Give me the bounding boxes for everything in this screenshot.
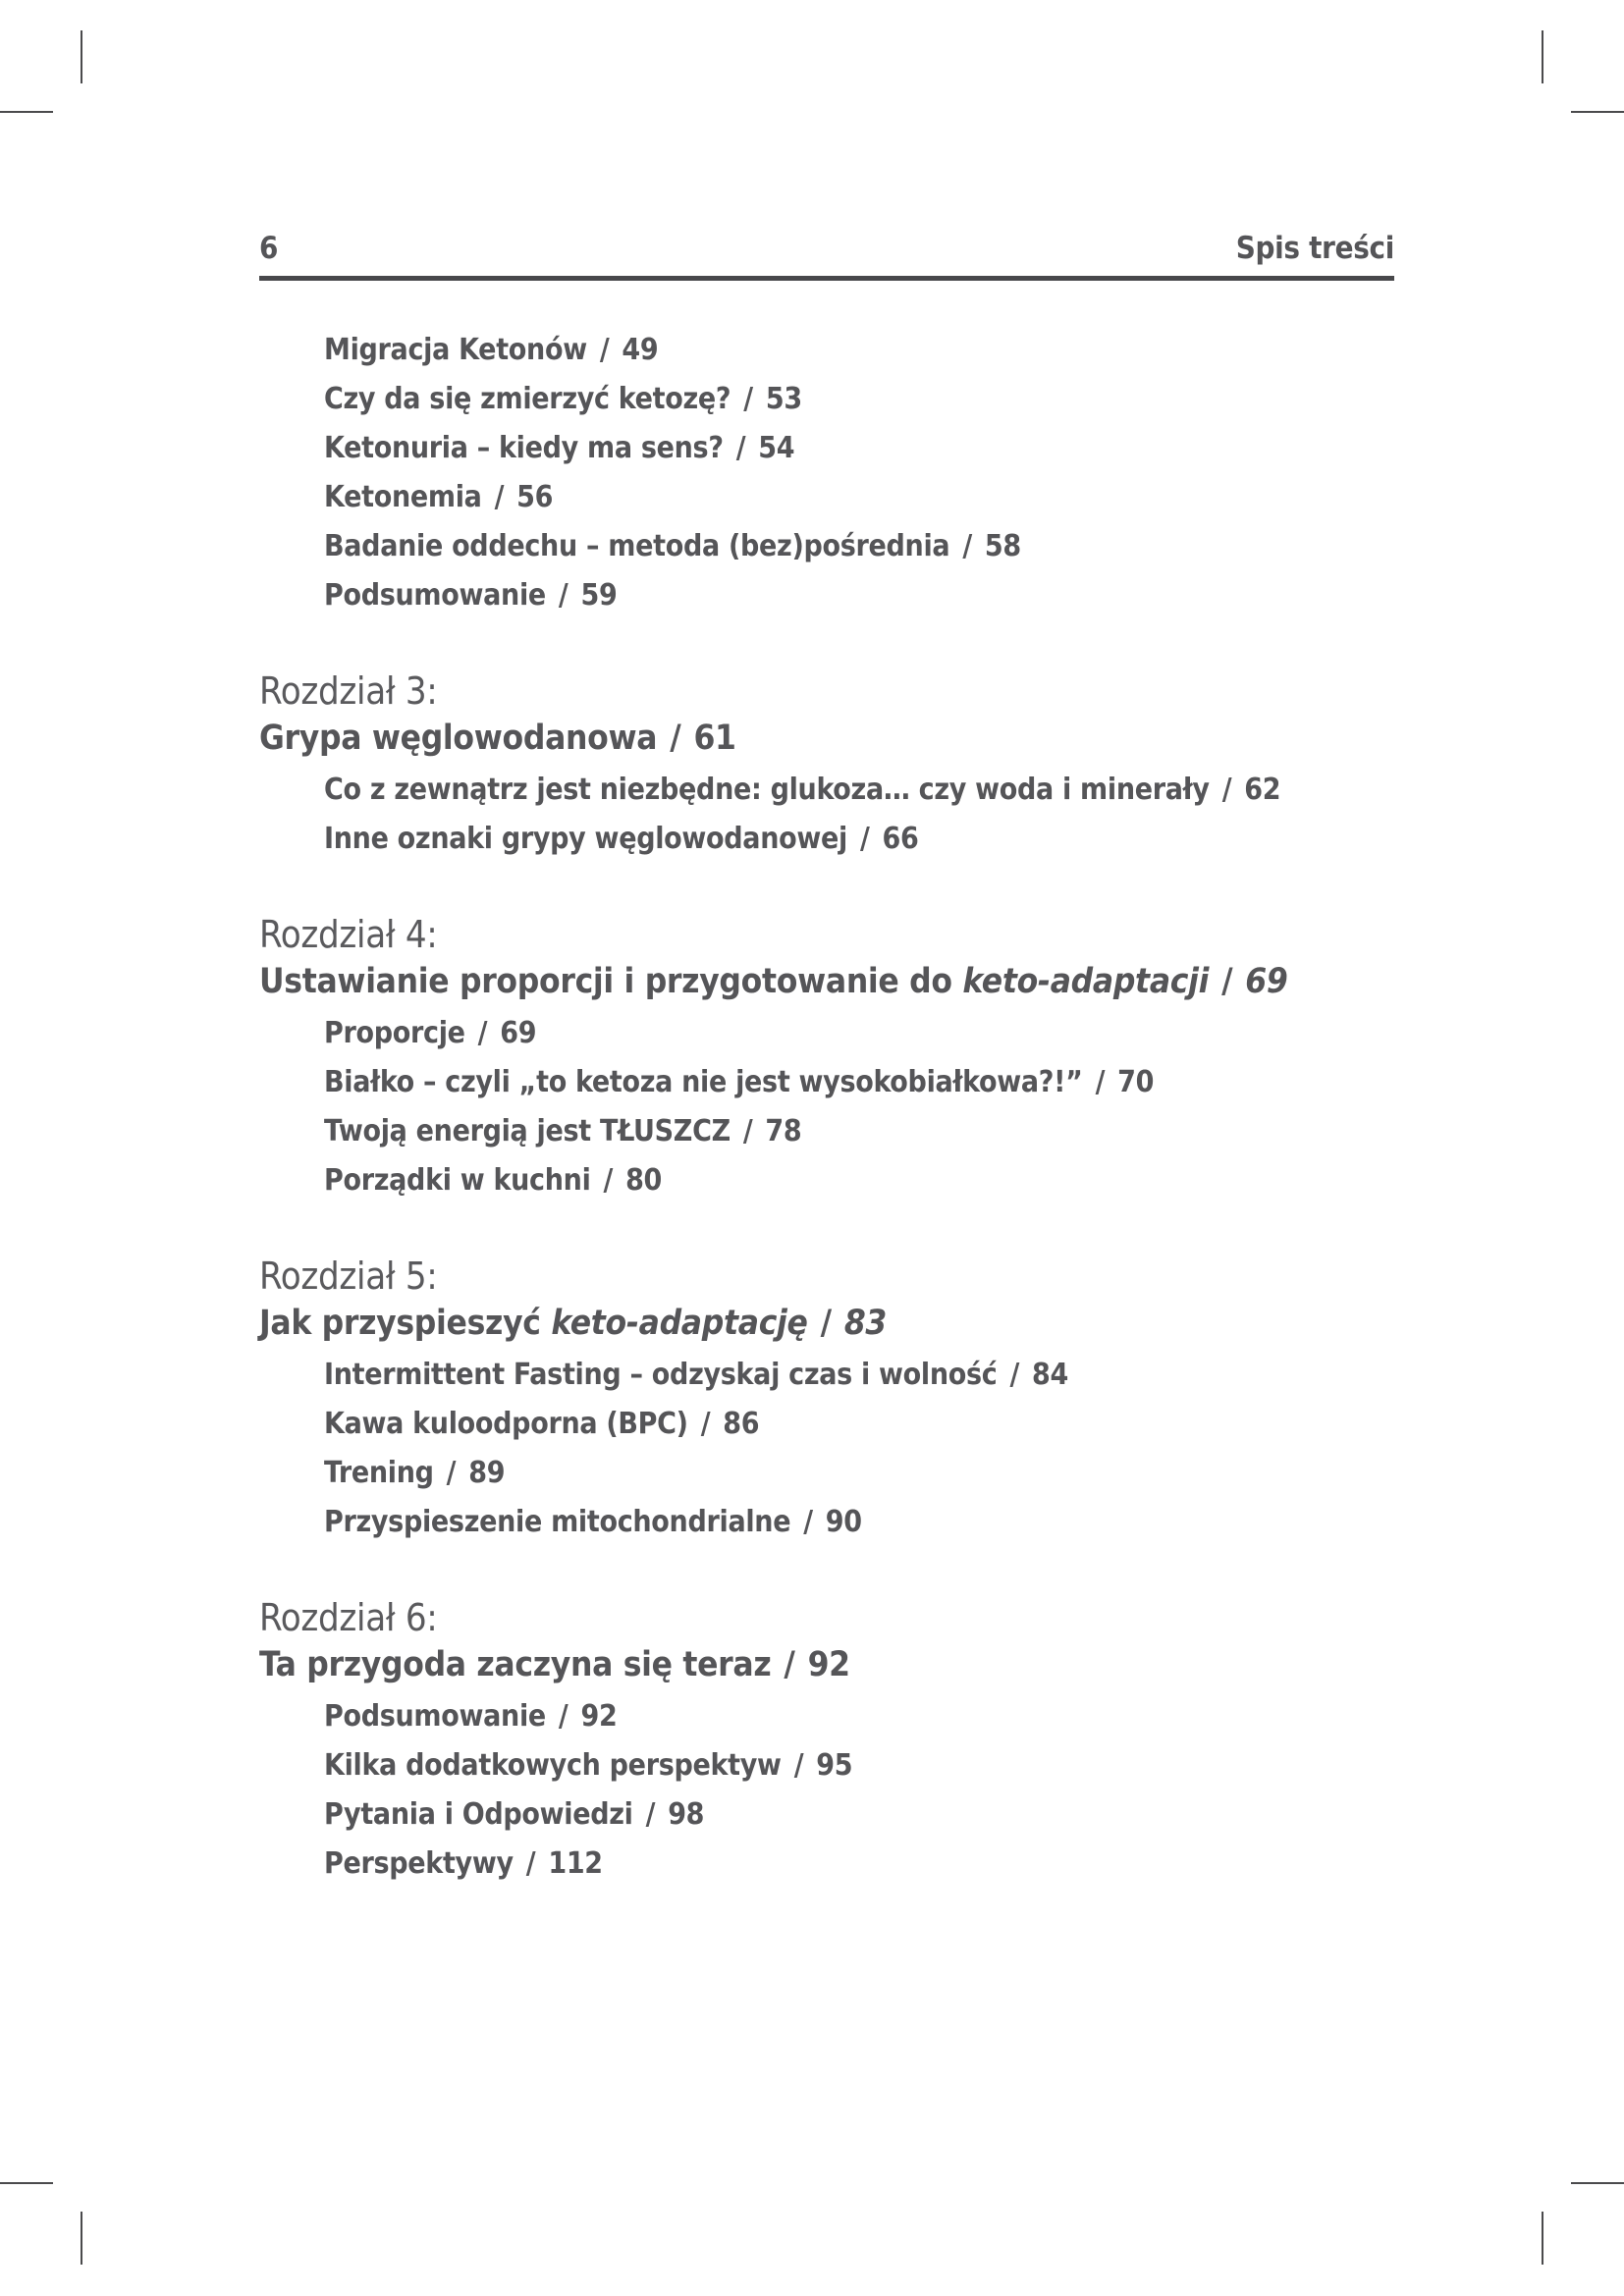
entry-page-number: 90	[825, 1505, 862, 1539]
toc-entry	[259, 1351, 1394, 1400]
entry-page-number: 53	[765, 382, 802, 416]
chapter-label: Rozdział 5:	[259, 1255, 438, 1298]
chapter-title	[259, 958, 1394, 1005]
entry-page-number: 112	[548, 1846, 603, 1881]
entry-label: Kawa kuloodporna (BPC)	[324, 1407, 688, 1441]
separator-slash: /	[793, 1748, 804, 1783]
chapter-title-segment: Jak przyspieszyć	[259, 1304, 552, 1343]
chapter-title	[259, 1300, 1394, 1347]
separator-slash: /	[525, 1846, 536, 1881]
entry-list	[259, 326, 1394, 620]
entry-label: Trening	[324, 1456, 434, 1490]
entry-label: Migracja Ketonów	[324, 333, 587, 367]
toc-entry	[259, 375, 1394, 424]
crop-mark-bottom-left-vertical	[81, 2212, 82, 2265]
entry-label: Co z zewnątrz jest niezbędne: glukoza… czy woda i minerały	[324, 773, 1210, 807]
chapter-title-segment: Ta przygoda zaczyna się teraz	[259, 1645, 772, 1684]
separator-slash: /	[735, 431, 746, 465]
toc-entry	[259, 1107, 1394, 1156]
separator-slash: /	[558, 578, 568, 613]
toc-entry	[259, 1156, 1394, 1205]
separator-slash: /	[494, 480, 505, 514]
toc-entry	[259, 571, 1394, 620]
separator-slash: /	[962, 529, 972, 563]
separator-slash: /	[558, 1699, 568, 1734]
entry-label: Twoją energią jest TŁUSZCZ	[324, 1114, 731, 1148]
entry-label: Badanie oddechu – metoda (bez)pośrednia	[324, 529, 950, 563]
page-number: 6	[259, 231, 279, 266]
toc-entry	[259, 1400, 1394, 1449]
chapter-page-number: 92	[807, 1645, 850, 1684]
crop-mark-bottom-left-horizontal	[0, 2182, 53, 2184]
entry-page-number: 49	[622, 333, 659, 367]
toc-entry	[259, 424, 1394, 473]
toc-entry	[259, 1741, 1394, 1790]
separator-slash: /	[1221, 773, 1232, 807]
entry-label: Kilka dodatkowych perspektyw	[324, 1748, 782, 1783]
separator-slash: /	[645, 1797, 656, 1832]
chapter-page-number: 69	[1245, 962, 1288, 1001]
separator-slash: /	[599, 333, 610, 367]
separator-slash: /	[742, 1114, 753, 1148]
entry-page-number: 89	[468, 1456, 506, 1490]
toc-entry	[259, 1692, 1394, 1741]
entry-label: Czy da się zmierzyć ketozę?	[324, 382, 731, 416]
separator-slash: /	[820, 1304, 832, 1343]
toc-entry	[259, 1790, 1394, 1840]
entry-page-number: 80	[625, 1163, 663, 1198]
entry-page-number: 58	[984, 529, 1021, 563]
toc-section	[259, 667, 1394, 864]
entry-page-number: 95	[816, 1748, 853, 1783]
entry-list	[259, 1692, 1394, 1889]
entry-page-number: 98	[668, 1797, 705, 1832]
toc-entry	[259, 1009, 1394, 1058]
separator-slash: /	[670, 719, 681, 758]
toc-section	[259, 1253, 1394, 1547]
chapter-title-segment: keto-adaptację	[551, 1304, 808, 1343]
separator-slash: /	[1221, 962, 1233, 1001]
entry-page-number: 78	[765, 1114, 802, 1148]
crop-mark-top-left-vertical	[81, 30, 82, 83]
chapter-page-number: 83	[843, 1304, 888, 1343]
chapter-label: Rozdział 3:	[259, 669, 438, 713]
separator-slash: /	[1009, 1358, 1020, 1392]
toc-entry	[259, 326, 1394, 375]
entry-label: Podsumowanie	[324, 1699, 546, 1734]
toc-entry	[259, 522, 1394, 571]
entry-page-number: 66	[882, 822, 919, 856]
chapter-page-number: 61	[693, 719, 736, 758]
entry-page-number: 56	[516, 480, 554, 514]
entry-page-number: 59	[580, 578, 618, 613]
entry-label: Porządki w kuchni	[324, 1163, 591, 1198]
entry-label: Białko – czyli „to ketoza nie jest wysokobiałkowa?!”	[324, 1065, 1083, 1099]
toc-entry	[259, 1449, 1394, 1498]
separator-slash: /	[743, 382, 753, 416]
table-of-contents	[259, 326, 1394, 1889]
toc-entry	[259, 1058, 1394, 1107]
entry-label: Pytania i Odpowiedzi	[324, 1797, 633, 1832]
entry-page-number: 70	[1117, 1065, 1155, 1099]
page-content	[259, 231, 1394, 1889]
toc-section	[259, 1594, 1394, 1889]
chapter-label: Rozdział 4:	[259, 913, 438, 956]
toc-section	[259, 326, 1394, 620]
toc-entry	[259, 1498, 1394, 1547]
crop-mark-top-right-horizontal	[1571, 111, 1624, 113]
toc-entry	[259, 1840, 1394, 1889]
toc-section	[259, 911, 1394, 1205]
separator-slash: /	[1095, 1065, 1106, 1099]
entry-label: Ketonuria – kiedy ma sens?	[324, 431, 724, 465]
crop-mark-bottom-right-horizontal	[1571, 2182, 1624, 2184]
chapter-label: Rozdział 6:	[259, 1596, 438, 1639]
toc-entry	[259, 815, 1394, 864]
entry-label: Perspektywy	[324, 1846, 514, 1881]
separator-slash: /	[859, 822, 870, 856]
separator-slash: /	[784, 1645, 795, 1684]
entry-page-number: 69	[500, 1016, 537, 1050]
chapter-title-segment: Ustawianie proporcji i przygotowanie do	[259, 962, 963, 1001]
page-header	[259, 231, 1394, 281]
separator-slash: /	[446, 1456, 457, 1490]
chapter-title-segment: Grypa węglowodanowa	[259, 719, 658, 758]
separator-slash: /	[803, 1505, 813, 1539]
entry-label: Przyspieszenie mitochondrialne	[324, 1505, 791, 1539]
chapter-title-segment: keto-adaptacji	[962, 962, 1210, 1001]
crop-mark-top-right-vertical	[1542, 30, 1543, 83]
entry-label: Podsumowanie	[324, 578, 546, 613]
chapter-title	[259, 715, 1394, 762]
entry-page-number: 92	[580, 1699, 618, 1734]
entry-list	[259, 1351, 1394, 1547]
toc-entry	[259, 473, 1394, 522]
running-head-title: Spis treści	[1235, 231, 1394, 266]
crop-mark-top-left-horizontal	[0, 111, 53, 113]
separator-slash: /	[603, 1163, 614, 1198]
entry-label: Ketonemia	[324, 480, 482, 514]
separator-slash: /	[700, 1407, 711, 1441]
toc-entry	[259, 766, 1394, 815]
entry-list	[259, 1009, 1394, 1205]
entry-label: Proporcje	[324, 1016, 465, 1050]
chapter-title	[259, 1641, 1394, 1688]
separator-slash: /	[477, 1016, 488, 1050]
entry-label: Intermittent Fasting – odzyskaj czas i wolność	[324, 1358, 998, 1392]
entry-page-number: 62	[1244, 773, 1281, 807]
entry-page-number: 84	[1032, 1358, 1069, 1392]
crop-mark-bottom-right-vertical	[1542, 2212, 1543, 2265]
entry-list	[259, 766, 1394, 864]
entry-page-number: 86	[723, 1407, 760, 1441]
entry-page-number: 54	[758, 431, 795, 465]
entry-label: Inne oznaki grypy węglowodanowej	[324, 822, 847, 856]
